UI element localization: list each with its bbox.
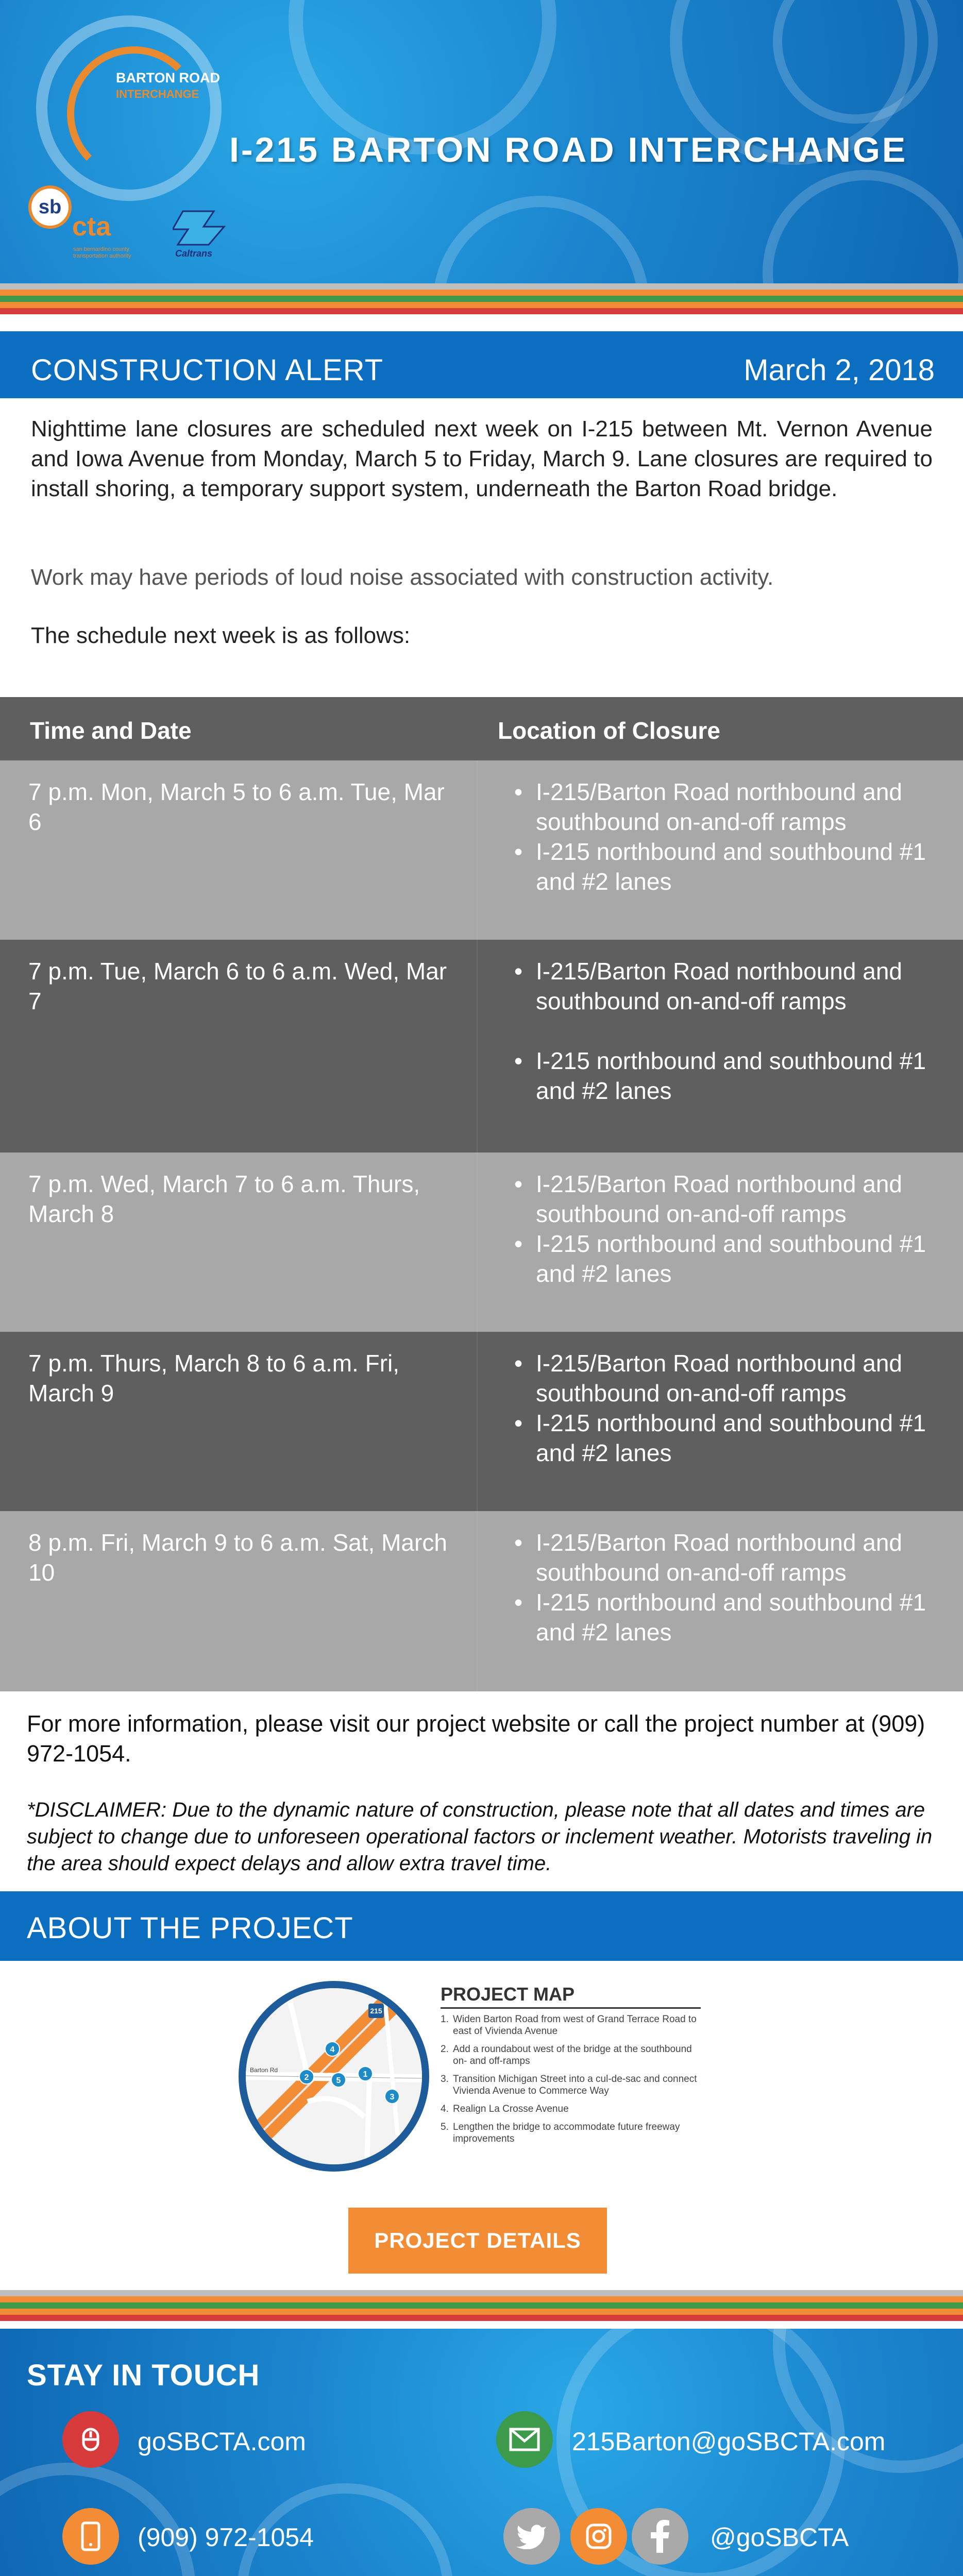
email-icon[interactable] xyxy=(496,2411,553,2468)
alert-label: CONSTRUCTION ALERT xyxy=(31,353,384,387)
table-row xyxy=(0,1153,963,1332)
instagram-icon[interactable] xyxy=(570,2508,627,2565)
row-locations xyxy=(495,1169,938,1289)
twitter-icon[interactable] xyxy=(503,2508,560,2565)
table-row xyxy=(0,1332,963,1511)
header-time: Time and Date xyxy=(30,717,192,744)
noise-notice: Work may have periods of loud noise associated with construction activity. xyxy=(31,565,774,590)
sbcta-logo-badge: sb xyxy=(28,185,72,229)
location-item: • I-215/Barton Road northbound and southbound on-and-off ramps xyxy=(495,1528,938,1587)
map-marker: 4 xyxy=(330,2045,335,2054)
row-locations xyxy=(495,1528,938,1647)
location-item: • I-215/Barton Road northbound and southbound on-and-off ramps xyxy=(495,1169,938,1229)
row-time: 7 p.m. Thurs, March 8 to 6 a.m. Fri, March 9 xyxy=(28,1350,400,1406)
facebook-icon[interactable] xyxy=(632,2508,688,2565)
project-logo xyxy=(116,70,220,103)
schedule-intro: The schedule next week is as follows: xyxy=(31,623,411,648)
map-highway-shield: 215 xyxy=(370,2007,382,2015)
alert-paragraph: Nighttime lane closures are scheduled next week on I-215 between Mt. Vernon Avenue and Iowa Avenue from Monday, March 5 to Friday, March 9. Lane closures are required to install shoring, a temporary support system, underneath the Barton Road bridge. xyxy=(31,416,933,501)
map-legend-item: 5. Lengthen the bridge to accommodate future freeway improvements xyxy=(441,2122,680,2144)
location-item: • I-215/Barton Road northbound and southbound on-and-off ramps xyxy=(495,956,938,1016)
map-legend-list xyxy=(441,2013,701,2151)
map-road-label: Barton Rd xyxy=(250,2066,278,2074)
map-legend-item: 3. Transition Michigan Street into a cul-de-sac and connect Vivienda Avenue to Commerce Way xyxy=(441,2074,697,2096)
social-handle[interactable]: @goSBCTA xyxy=(710,2523,849,2552)
color-stripes-bottom xyxy=(0,2290,963,2321)
logo-ring-accent xyxy=(67,46,201,180)
map-divider xyxy=(441,2007,701,2009)
location-item: • I-215 northbound and southbound #1 and #2 lanes xyxy=(495,1229,938,1289)
table-row xyxy=(0,1511,963,1691)
about-bar xyxy=(0,1891,963,1961)
row-time: 8 p.m. Fri, March 9 to 6 a.m. Sat, March 10 xyxy=(28,1529,447,1586)
website-link[interactable]: goSBCTA.com xyxy=(138,2427,306,2456)
location-item: • I-215 northbound and southbound #1 and #2 lanes xyxy=(495,1587,938,1647)
row-time: 7 p.m. Tue, March 6 to 6 a.m. Wed, Mar 7 xyxy=(28,958,447,1014)
row-time: 7 p.m. Mon, March 5 to 6 a.m. Tue, Mar 6 xyxy=(28,778,445,835)
map-marker: 5 xyxy=(336,2076,341,2085)
caltrans-logo-text: Caltrans xyxy=(175,248,213,259)
email-link[interactable]: 215Barton@goSBCTA.com xyxy=(572,2427,886,2456)
header-banner xyxy=(0,0,963,283)
caltrans-logo-icon xyxy=(173,206,234,247)
color-stripes xyxy=(0,283,963,314)
row-locations xyxy=(495,777,938,896)
alert-date: March 2, 2018 xyxy=(744,353,935,387)
map-legend-item: 1. Widen Barton Road from west of Grand Terrace Road to east of Vivienda Avenue xyxy=(441,2014,697,2037)
decor-swirl xyxy=(763,170,963,283)
map-legend-item: 2. Add a roundabout west of the bridge at the southbound on- and off-ramps xyxy=(441,2044,692,2066)
location-item: • I-215 northbound and southbound #1 and #2 lanes xyxy=(495,837,938,896)
header-location: Location of Closure xyxy=(498,717,720,744)
sbcta-logo-subtitle: san bernardino county transportation authority xyxy=(73,246,131,259)
location-item: • I-215 northbound and southbound #1 and #2 lanes xyxy=(495,1408,938,1468)
table-header xyxy=(0,697,963,760)
phone-link[interactable]: (909) 972-1054 xyxy=(138,2523,314,2552)
header-title: I-215 BARTON ROAD INTERCHANGE xyxy=(229,130,908,170)
row-locations xyxy=(495,956,938,1106)
disclaimer-text: *DISCLAIMER: Due to the dynamic nature of construction, please note that all dates and times are subject to change due to unforeseen operational factors or inclement weather. Motorists traveling in the area should expect delays and allow extra travel time. xyxy=(27,1799,933,1875)
map-legend-item: 4. Realign La Crosse Avenue xyxy=(441,2104,569,2114)
stay-in-touch-section xyxy=(0,2329,963,2576)
project-map-image[interactable] xyxy=(239,1981,429,2172)
map-marker: 1 xyxy=(363,2070,368,2079)
table-row xyxy=(0,760,963,940)
website-icon[interactable] xyxy=(62,2411,119,2468)
decor-swirl xyxy=(433,196,649,283)
alert-bar xyxy=(0,331,963,398)
map-illustration xyxy=(246,1988,422,2164)
table-row xyxy=(0,940,963,1153)
sbcta-logo-text: cta xyxy=(72,212,111,242)
about-title: ABOUT THE PROJECT xyxy=(27,1911,353,1945)
map-marker: 2 xyxy=(304,2073,309,2082)
location-item: • I-215 northbound and southbound #1 and #2 lanes xyxy=(495,1046,938,1106)
location-item: • I-215/Barton Road northbound and southbound on-and-off ramps xyxy=(495,1348,938,1408)
stay-in-touch-title: STAY IN TOUCH xyxy=(27,2359,260,2392)
logo-line2: INTERCHANGE xyxy=(116,88,199,100)
logo-line1: BARTON ROAD xyxy=(116,70,220,86)
map-marker: 3 xyxy=(390,2093,395,2102)
row-locations xyxy=(495,1348,938,1468)
location-item: • I-215/Barton Road northbound and southbound on-and-off ramps xyxy=(495,777,938,837)
closure-schedule-table xyxy=(0,697,963,1691)
more-info-text: For more information, please visit our project website or call the project number at (909) 972-1054. xyxy=(27,1710,925,1767)
project-details-button[interactable]: PROJECT DETAILS xyxy=(348,2208,607,2274)
phone-icon[interactable] xyxy=(62,2508,119,2565)
row-time: 7 p.m. Wed, March 7 to 6 a.m. Thurs, March 8 xyxy=(28,1171,420,1227)
map-title: PROJECT MAP xyxy=(441,1984,575,2005)
